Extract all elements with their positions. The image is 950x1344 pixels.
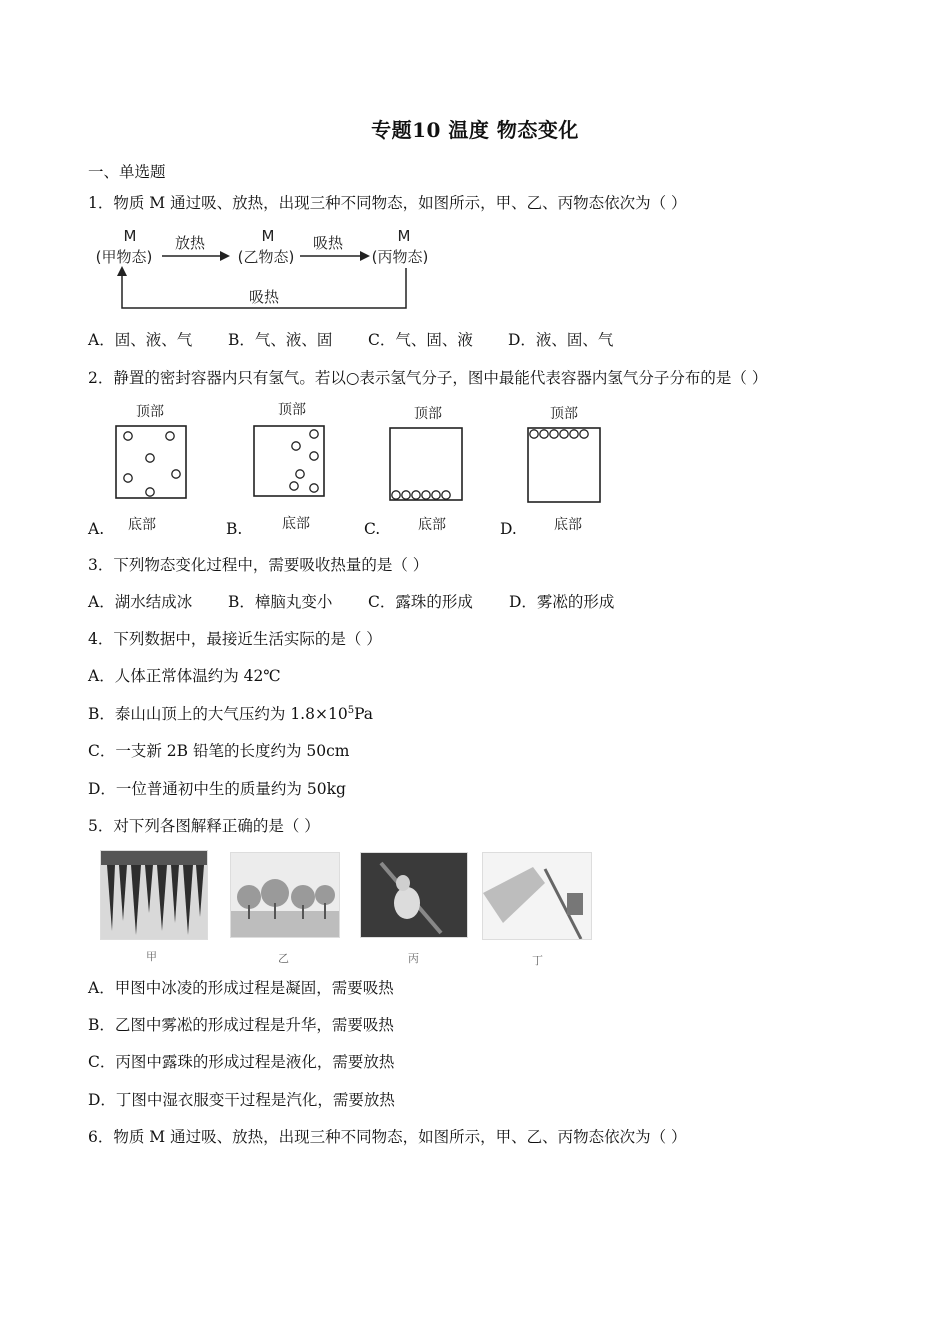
- molecule: [146, 488, 154, 496]
- photo-icicles: [100, 850, 208, 940]
- box-d-top-label: 顶部: [550, 406, 578, 422]
- question-5-stem: 5．对下列各图解释正确的是（ ）: [88, 817, 320, 835]
- q5-option-d[interactable]: D．丁图中湿衣服变干过程是汽化，需要放热: [88, 1091, 395, 1109]
- q1-option-d[interactable]: D．液、固、气: [508, 331, 614, 349]
- molecule: [432, 491, 440, 499]
- q2-letter-b[interactable]: B.: [226, 520, 243, 538]
- container-box-c: [390, 428, 462, 500]
- state-change-diagram: [86, 226, 446, 312]
- box-c-top-label: 顶部: [414, 406, 442, 422]
- q1-option-a[interactable]: A．固、液、气: [88, 331, 193, 349]
- diagram-m-3: M: [397, 227, 411, 245]
- molecule: [296, 470, 304, 478]
- q4-option-d[interactable]: D．一位普通初中生的质量约为 50kg: [88, 780, 346, 798]
- q4-option-b-unit: Pa: [354, 705, 374, 723]
- molecule: [310, 484, 318, 492]
- arrow-2-head: [360, 251, 370, 261]
- q1-option-b[interactable]: B．气、液、固: [228, 331, 333, 349]
- q4-option-b-text: B．泰山山顶上的大气压约为 1.8×10: [88, 705, 348, 723]
- photo-dew: [360, 852, 468, 938]
- diagram-state-b: (乙物态): [237, 248, 295, 266]
- q4-option-a[interactable]: A．人体正常体温约为 42℃: [88, 667, 281, 685]
- q3-option-c[interactable]: C．露珠的形成: [368, 593, 473, 611]
- diagram-m-1: M: [123, 227, 137, 245]
- question-1-options: [88, 328, 613, 350]
- molecule: [560, 430, 568, 438]
- hydrogen-distribution-figures: [100, 398, 620, 540]
- diagram-back-arrow-label: 吸热: [248, 288, 280, 306]
- q4-option-b[interactable]: [88, 702, 373, 724]
- molecule: [540, 430, 548, 438]
- box-b-top-label: 顶部: [278, 402, 306, 418]
- molecule: [442, 491, 450, 499]
- q2-letter-d[interactable]: D.: [500, 520, 517, 538]
- molecule: [580, 430, 588, 438]
- molecule: [172, 470, 180, 478]
- molecule: [402, 491, 410, 499]
- question-3-stem: 3．下列物态变化过程中，需要吸收热量的是（ ）: [88, 556, 429, 574]
- question-3-options: [88, 590, 614, 612]
- molecule: [392, 491, 400, 499]
- q2-letter-c[interactable]: C.: [364, 520, 381, 538]
- photo-drying-clothes: [482, 852, 592, 940]
- q5-option-b[interactable]: B．乙图中雾凇的形成过程是升华，需要吸热: [88, 1016, 394, 1034]
- molecule: [550, 430, 558, 438]
- molecule: [570, 430, 578, 438]
- box-d-bottom-label: 底部: [554, 517, 582, 533]
- molecule: [412, 491, 420, 499]
- molecule: [290, 482, 298, 490]
- container-box-b: [254, 426, 324, 496]
- caption-jia: 甲: [146, 950, 157, 963]
- q5-option-a[interactable]: A．甲图中冰凌的形成过程是凝固，需要吸热: [88, 979, 394, 997]
- q3-option-b[interactable]: B．樟脑丸变小: [228, 593, 333, 611]
- container-box-d: [528, 428, 600, 502]
- q4-option-b-exponent: 5: [347, 704, 355, 716]
- molecule: [422, 491, 430, 499]
- caption-yi: 乙: [278, 952, 289, 965]
- molecule: [146, 454, 154, 462]
- diagram-arrow-2-label: 吸热: [312, 234, 344, 252]
- q1-option-c[interactable]: C．气、固、液: [368, 331, 473, 349]
- page-title: 专题10 温度 物态变化: [371, 118, 579, 142]
- caption-bing: 丙: [408, 952, 419, 965]
- molecule: [310, 430, 318, 438]
- molecule: [530, 430, 538, 438]
- box-a-top-label: 顶部: [136, 404, 164, 420]
- photo-rime: [230, 852, 340, 938]
- box-a-bottom-label: 底部: [128, 517, 156, 533]
- question-4-stem: 4．下列数据中，最接近生活实际的是（ ）: [88, 630, 382, 648]
- arrow-1-head: [220, 251, 230, 261]
- molecule: [124, 432, 132, 440]
- diagram-m-2: M: [261, 227, 275, 245]
- molecule: [166, 432, 174, 440]
- question-6-stem: 6．物质 M 通过吸、放热，出现三种不同物态，如图所示，甲、乙、丙物态依次为（ ）: [88, 1128, 687, 1146]
- molecule: [124, 474, 132, 482]
- q2-letter-a[interactable]: A.: [88, 520, 105, 538]
- question-2-stem: 2．静置的密封容器内只有氢气。若以○表示氢气分子，图中最能代表容器内氢气分子分布的是（ ）: [88, 369, 768, 387]
- diagram-state-c: (丙物态): [371, 248, 429, 266]
- box-c-bottom-label: 底部: [418, 517, 446, 533]
- diagram-arrow-1-label: 放热: [174, 234, 206, 252]
- back-arrow-head: [117, 266, 127, 276]
- question-1-stem: 1．物质 M 通过吸、放热，出现三种不同物态，如图所示，甲、乙、丙物态依次为（ ）: [88, 194, 687, 212]
- q3-option-a[interactable]: A．湖水结成冰: [88, 593, 193, 611]
- q5-option-c[interactable]: C．丙图中露珠的形成过程是液化，需要放热: [88, 1053, 395, 1071]
- diagram-state-a: (甲物态): [95, 248, 153, 266]
- q4-option-c[interactable]: C．一支新 2B 铅笔的长度约为 50cm: [88, 742, 350, 760]
- molecule: [310, 452, 318, 460]
- box-b-bottom-label: 底部: [282, 516, 310, 532]
- q3-option-d[interactable]: D．雾凇的形成: [509, 593, 615, 611]
- caption-ding: 丁: [532, 954, 543, 967]
- section-heading: 一、单选题: [88, 163, 166, 181]
- molecule: [292, 442, 300, 450]
